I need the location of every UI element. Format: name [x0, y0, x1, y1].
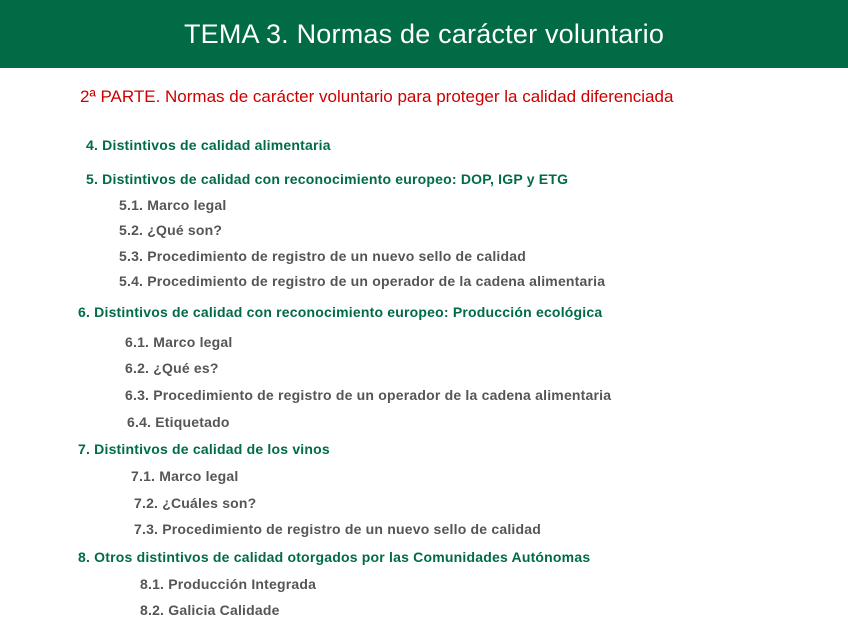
subsection-6-3: 6.3. Procedimiento de registro de un operador de la cadena alimentaria	[125, 387, 612, 403]
section-heading-8: 8. Otros distintivos de calidad otorgados por las Comunidades Autónomas	[78, 549, 591, 565]
subsection-6-4: 6.4. Etiquetado	[127, 414, 230, 430]
subsection-5-4: 5.4. Procedimiento de registro de un operador de la cadena alimentaria	[119, 273, 606, 289]
section-subtitle: 2ª PARTE. Normas de carácter voluntario para proteger la calidad diferenciada	[80, 87, 674, 106]
subsection-5-1: 5.1. Marco legal	[119, 197, 227, 213]
subsection-5-3: 5.3. Procedimiento de registro de un nuevo sello de calidad	[119, 248, 527, 264]
subsection-8-2: 8.2. Galicia Calidade	[140, 602, 280, 618]
subsection-7-3: 7.3. Procedimiento de registro de un nuevo sello de calidad	[134, 521, 542, 537]
subsection-8-1: 8.1. Producción Integrada	[140, 576, 317, 592]
subsection-7-2: 7.2. ¿Cuáles son?	[134, 495, 257, 511]
subsection-5-2: 5.2. ¿Qué son?	[119, 222, 223, 238]
section-heading-4: 4. Distintivos de calidad alimentaria	[86, 137, 331, 153]
section-heading-7: 7. Distintivos de calidad de los vinos	[78, 441, 330, 457]
section-heading-6: 6. Distintivos de calidad con reconocimiento europeo: Producción ecológica	[78, 304, 603, 320]
subsection-6-1: 6.1. Marco legal	[125, 334, 233, 350]
subsection-6-2: 6.2. ¿Qué es?	[125, 360, 219, 376]
section-heading-5: 5. Distintivos de calidad con reconocimiento europeo: DOP, IGP y ETG	[86, 171, 569, 187]
subsection-7-1: 7.1. Marco legal	[131, 468, 239, 484]
page-title: TEMA 3. Normas de carácter voluntario	[183, 18, 665, 49]
title-bar	[0, 0, 848, 68]
